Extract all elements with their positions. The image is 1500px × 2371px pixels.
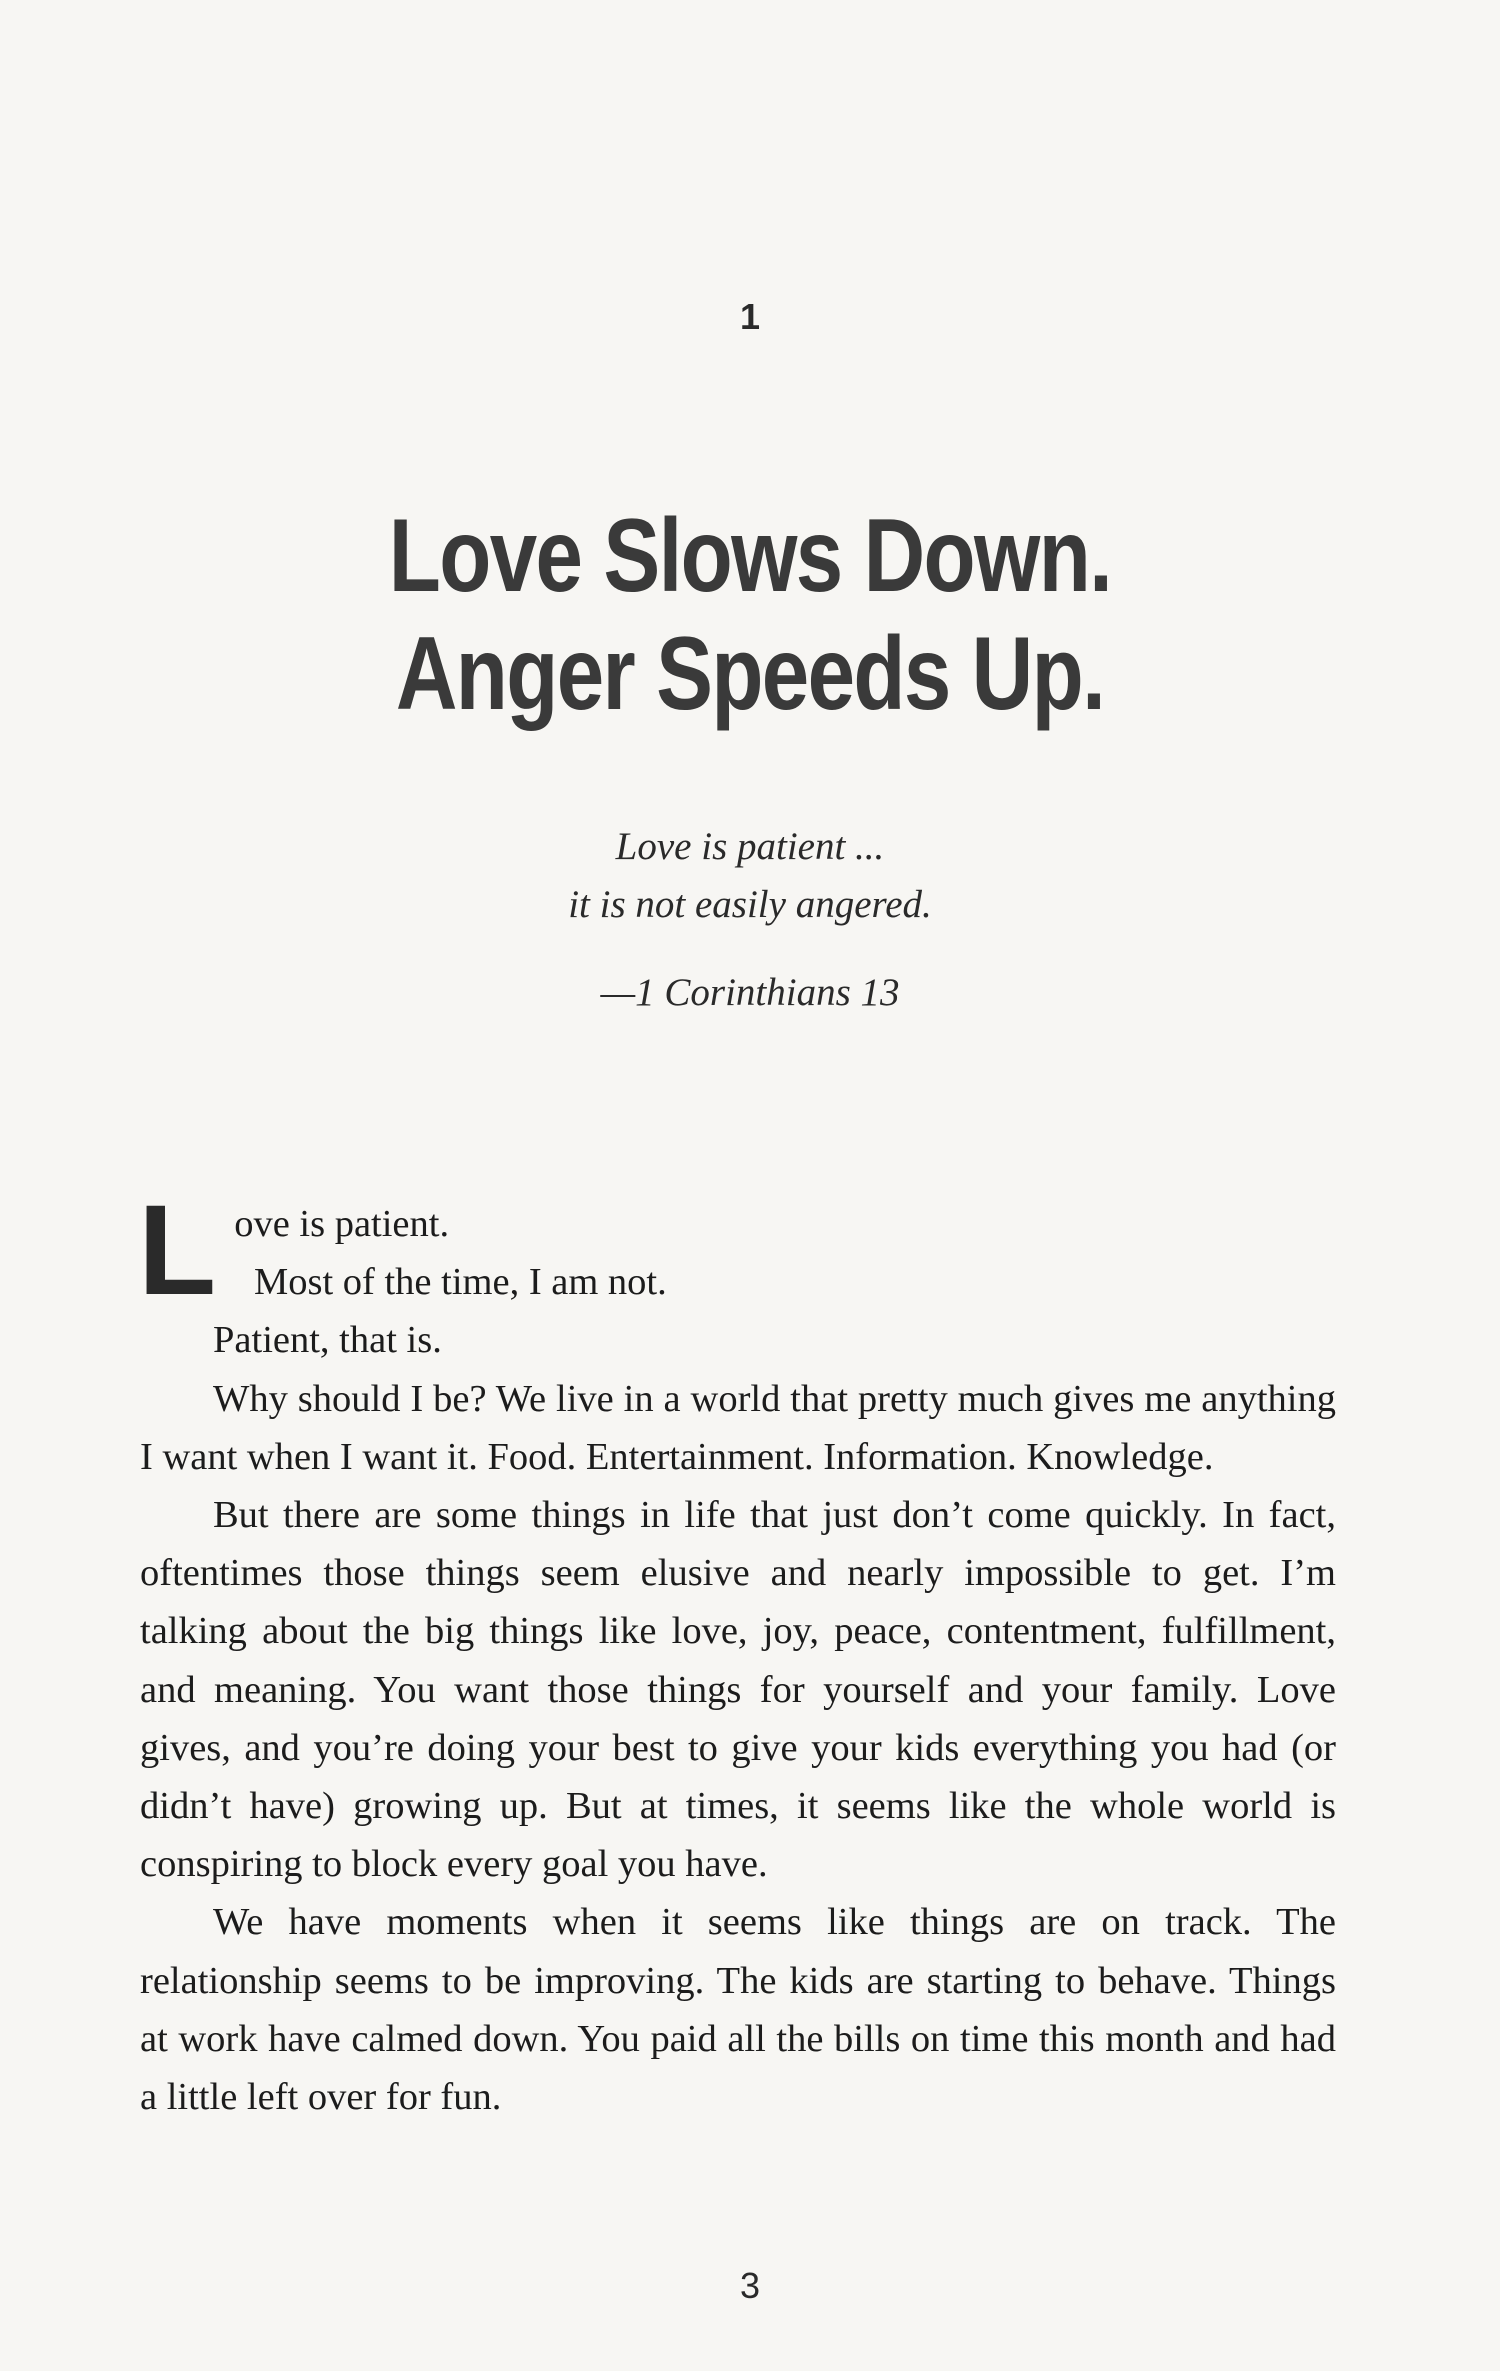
epigraph-line-1: Love is patient ... bbox=[615, 825, 885, 868]
chapter-title-line-2: Anger Speeds Up. bbox=[395, 616, 1105, 732]
paragraph-2: But there are some things in life that just don’t come quickly. In fact, oftentimes those things seem elusive and nearly impossible to get. I’m talking about the big things like love, joy, peace, contentment, fulfillment, and meaning. You want those things for yourself and your family. Love gives, and you’re doing your best to give your kids everything you had (or didn’t have) growing up. But at times, it seems like the whole world is conspiring to block every goal you have. bbox=[140, 1494, 1336, 1886]
opening-line-1: ove is patient. bbox=[234, 1203, 450, 1245]
chapter-number: 1 bbox=[739, 296, 761, 337]
chapter-title-line-1: Love Slows Down. bbox=[388, 498, 1112, 614]
paragraph-1: Why should I be? We live in a world that pretty much gives me anything I want when I want it. Food. Entertainment. Information. Knowledge. bbox=[140, 1377, 1336, 1478]
opening-line-2: Most of the time, I am not. bbox=[254, 1261, 667, 1304]
epigraph bbox=[0, 818, 1500, 1022]
epigraph-line-2: it is not easily angered. bbox=[568, 883, 932, 926]
page-number: 3 bbox=[739, 2265, 761, 2306]
epigraph-source: —1 Corinthians 13 bbox=[600, 971, 900, 1014]
opening-line-3: Patient, that is. bbox=[213, 1319, 442, 1362]
drop-cap: L bbox=[138, 1179, 217, 1322]
body-text bbox=[138, 1179, 1336, 2126]
paragraph-3: We have moments when it seems like things are on track. The relationship seems to be improving. The kids are starting to behave. Things at work have calmed down. You paid all the bills on time this month and had a little left over for fun. bbox=[140, 1901, 1336, 2119]
chapter-title bbox=[135, 497, 1365, 733]
